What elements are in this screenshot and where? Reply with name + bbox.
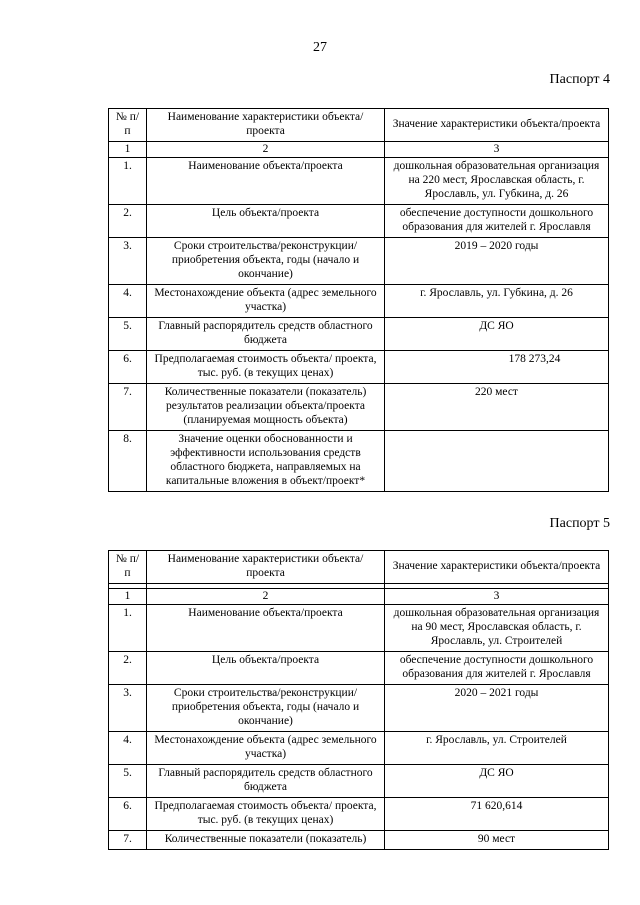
table-header-row — [109, 109, 609, 142]
row-characteristic: Местонахождение объекта (адрес земельного участка) — [147, 285, 385, 318]
row-number: 4. — [109, 285, 147, 318]
row-characteristic: Наименование объекта/проекта — [147, 605, 385, 652]
table-row — [109, 765, 609, 798]
row-characteristic: Местонахождение объекта (адрес земельного участка) — [147, 732, 385, 765]
passport-4-table — [108, 108, 609, 492]
row-number: 1. — [109, 158, 147, 205]
row-value: дошкольная образовательная организация на 220 мест, Ярославская область, г. Ярославль, ул. Губкина, д. 26 — [385, 158, 609, 205]
header-value: Значение характеристики объекта/проекта — [385, 109, 609, 142]
row-number: 2. — [109, 205, 147, 238]
row-value: обеспечение доступности дошкольного образования для жителей г. Ярославля — [385, 652, 609, 685]
header-value: Значение характеристики объекта/проекта — [385, 551, 609, 584]
row-number: 5. — [109, 318, 147, 351]
table-row — [109, 158, 609, 205]
row-characteristic: Главный распорядитель средств областного бюджета — [147, 765, 385, 798]
header-num: № п/п — [109, 551, 147, 584]
passport-5-title: Паспорт 5 — [549, 516, 610, 531]
row-number: 2. — [109, 652, 147, 685]
row-number: 7. — [109, 831, 147, 850]
row-number: 6. — [109, 351, 147, 384]
row-characteristic: Количественные показатели (показатель) — [147, 831, 385, 850]
row-characteristic: Цель объекта/проекта — [147, 205, 385, 238]
table-row — [109, 285, 609, 318]
row-number: 7. — [109, 384, 147, 431]
row-characteristic: Количественные показатели (показатель) результатов реализации объекта/проекта (планируемая мощность объекта) — [147, 384, 385, 431]
row-value: 178 273,24 — [385, 351, 609, 384]
header-num: № п/п — [109, 109, 147, 142]
row-characteristic: Предполагаемая стоимость объекта/ проекта, тыс. руб. (в текущих ценах) — [147, 351, 385, 384]
row-characteristic: Сроки строительства/реконструкции/ приобретения объекта, годы (начало и окончание) — [147, 238, 385, 285]
row-value: 2019 – 2020 годы — [385, 238, 609, 285]
table-row — [109, 431, 609, 492]
row-value: обеспечение доступности дошкольного образования для жителей г. Ярославля — [385, 205, 609, 238]
row-number: 4. — [109, 732, 147, 765]
row-characteristic: Наименование объекта/проекта — [147, 158, 385, 205]
row-characteristic: Цель объекта/проекта — [147, 652, 385, 685]
row-value: 2020 – 2021 годы — [385, 685, 609, 732]
table-row — [109, 238, 609, 285]
row-number: 6. — [109, 798, 147, 831]
table-row — [109, 205, 609, 238]
row-value: 90 мест — [385, 831, 609, 850]
table-row — [109, 318, 609, 351]
row-characteristic: Сроки строительства/реконструкции/ приобретения объекта, годы (начало и окончание) — [147, 685, 385, 732]
row-characteristic: Предполагаемая стоимость объекта/ проекта, тыс. руб. (в текущих ценах) — [147, 798, 385, 831]
column-number: 3 — [385, 589, 609, 605]
row-value — [385, 431, 609, 492]
row-value: г. Ярославль, ул. Губкина, д. 26 — [385, 285, 609, 318]
row-value: 71 620,614 — [385, 798, 609, 831]
table-row — [109, 605, 609, 652]
column-number: 3 — [385, 142, 609, 158]
row-characteristic: Главный распорядитель средств областного бюджета — [147, 318, 385, 351]
row-value: ДС ЯО — [385, 765, 609, 798]
row-characteristic: Значение оценки обоснованности и эффективности использования средств областного бюджета, направляемых на капитальные вложения в объект/проект* — [147, 431, 385, 492]
row-number: 1. — [109, 605, 147, 652]
passport-4-title: Паспорт 4 — [549, 72, 610, 87]
row-value: г. Ярославль, ул. Строителей — [385, 732, 609, 765]
passport-5-table — [108, 550, 609, 850]
column-number: 1 — [109, 142, 147, 158]
table-header-row — [109, 551, 609, 584]
row-number: 5. — [109, 765, 147, 798]
table-row — [109, 732, 609, 765]
header-name: Наименование характеристики объекта/проекта — [147, 109, 385, 142]
row-value: ДС ЯО — [385, 318, 609, 351]
table-row — [109, 652, 609, 685]
column-number: 2 — [147, 142, 385, 158]
table-row — [109, 351, 609, 384]
row-value: дошкольная образовательная организация на 90 мест, Ярославская область, г. Ярославль, ул. Строителей — [385, 605, 609, 652]
row-value: 220 мест — [385, 384, 609, 431]
column-number: 2 — [147, 589, 385, 605]
row-number: 3. — [109, 685, 147, 732]
table-row — [109, 384, 609, 431]
column-number-row — [109, 589, 609, 605]
row-number: 8. — [109, 431, 147, 492]
column-number-row — [109, 142, 609, 158]
column-number: 1 — [109, 589, 147, 605]
table-row — [109, 798, 609, 831]
row-number: 3. — [109, 238, 147, 285]
header-name: Наименование характеристики объекта/проекта — [147, 551, 385, 584]
table-row — [109, 831, 609, 850]
page-number: 27 — [313, 40, 327, 55]
table-row — [109, 685, 609, 732]
